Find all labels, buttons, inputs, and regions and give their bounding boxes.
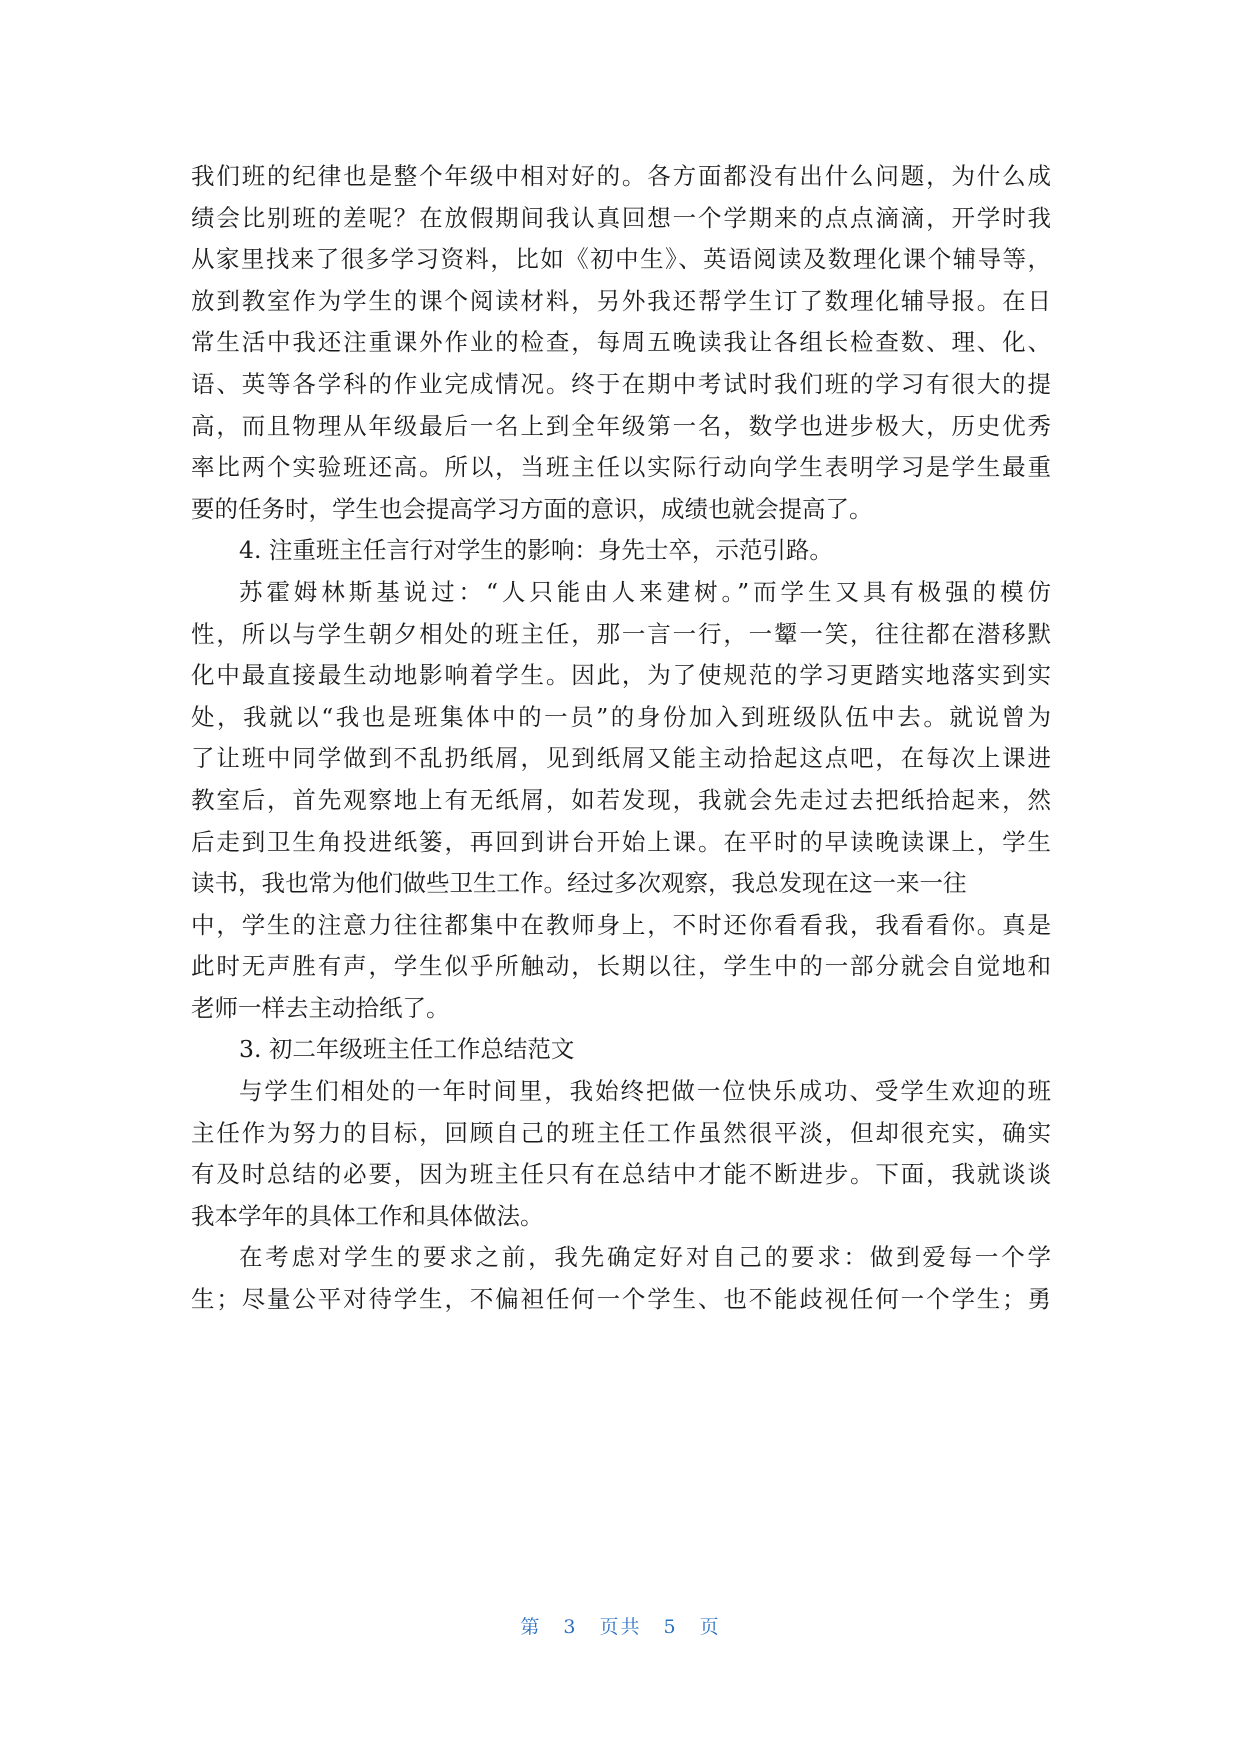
- text-line: 苏霍姆林斯基说过：“人只能由人来建树。”而学生又具有极强的模仿: [239, 577, 1051, 606]
- footer-current-page: 3: [563, 1616, 578, 1638]
- footer-prefix: 第: [520, 1616, 542, 1638]
- text-line: 我们班的纪律也是整个年级中相对好的。各方面都没有出什么问题，为什么成: [191, 162, 1051, 190]
- text-line: 率比两个实验班还高。所以，当班主任以实际行动向学生表明学习是学生最重: [191, 453, 1051, 482]
- footer-middle: 页共: [599, 1616, 642, 1638]
- footer-suffix: 页: [699, 1616, 721, 1638]
- section-heading: 3. 初二年级班主任工作总结范文: [239, 1035, 575, 1064]
- text-line: 常生活中我还注重课外作业的检查，每周五晚读我让各组长检查数、理、化、: [191, 328, 1051, 357]
- text-line: 有及时总结的必要，因为班主任只有在总结中才能不断进步。下面，我就谈谈: [191, 1160, 1051, 1189]
- text-line: 绩会比别班的差呢？在放假期间我认真回想一个学期来的点点滴滴，开学时我: [191, 203, 1051, 232]
- text-line: 后走到卫生角投进纸篓，再回到讲台开始上课。在平时的早读晚读课上，学生: [191, 827, 1051, 856]
- text-line: 化中最直接最生动地影响着学生。因此，为了使规范的学习更踏实地落实到实: [191, 661, 1051, 690]
- text-line: 高，而且物理从年级最后一名上到全年级第一名，数学也进步极大，历史优秀: [191, 411, 1051, 440]
- text-line: 此时无声胜有声，学生似乎所触动，长期以往，学生中的一部分就会自觉地和: [191, 952, 1051, 981]
- text-line: 中，学生的注意力往往都集中在教师身上，不时还你看看我，我看看你。真是: [191, 910, 1051, 939]
- text-line: 要的任务时，学生也会提高学习方面的意识，成绩也就会提高了。: [191, 494, 873, 523]
- text-line: 从家里找来了很多学习资料，比如《初中生》、英语阅读及数理化课个辅导等，: [191, 245, 1051, 274]
- text-line: 老师一样去主动拾纸了。: [191, 993, 450, 1022]
- text-line: 处，我就以“我也是班集体中的一员”的身份加入到班级队伍中去。就说曾为: [191, 702, 1051, 731]
- text-line: 放到教室作为学生的课个阅读材料，另外我还帮学生订了数理化辅导报。在日: [191, 286, 1051, 315]
- section-heading: 4. 注重班主任言行对学生的影响：身先士卒，示范引路。: [239, 536, 833, 565]
- text-line: 语、英等各学科的作业完成情况。终于在期中考试时我们班的学习有很大的提: [191, 369, 1051, 398]
- text-line: 性，所以与学生朝夕相处的班主任，那一言一行，一颦一笑，往往都在潜移默: [191, 619, 1051, 648]
- text-line: 读书，我也常为他们做些卫生工作。经过多次观察，我总发现在这一来一往: [191, 869, 967, 898]
- text-line: 我本学年的具体工作和具体做法。: [191, 1201, 544, 1230]
- text-line: 生；尽量公平对待学生，不偏袒任何一个学生、也不能歧视任何一个学生；勇: [191, 1285, 1051, 1314]
- text-line: 在考虑对学生的要求之前，我先确定好对自己的要求：做到爱每一个学: [239, 1243, 1051, 1272]
- text-line: 主任作为努力的目标，回顾自己的班主任工作虽然很平淡，但却很充实，确实: [191, 1118, 1051, 1147]
- footer-total-pages: 5: [663, 1616, 678, 1638]
- text-line: 与学生们相处的一年时间里，我始终把做一位快乐成功、受学生欢迎的班: [239, 1077, 1051, 1106]
- text-line: 教室后，首先观察地上有无纸屑，如若发现，我就会先走过去把纸拾起来，然: [191, 785, 1051, 814]
- page-footer: [0, 1612, 1241, 1639]
- page-body: [191, 156, 1051, 1321]
- text-line: 了让班中同学做到不乱扔纸屑，见到纸屑又能主动拾起这点吧，在每次上课进: [191, 744, 1051, 773]
